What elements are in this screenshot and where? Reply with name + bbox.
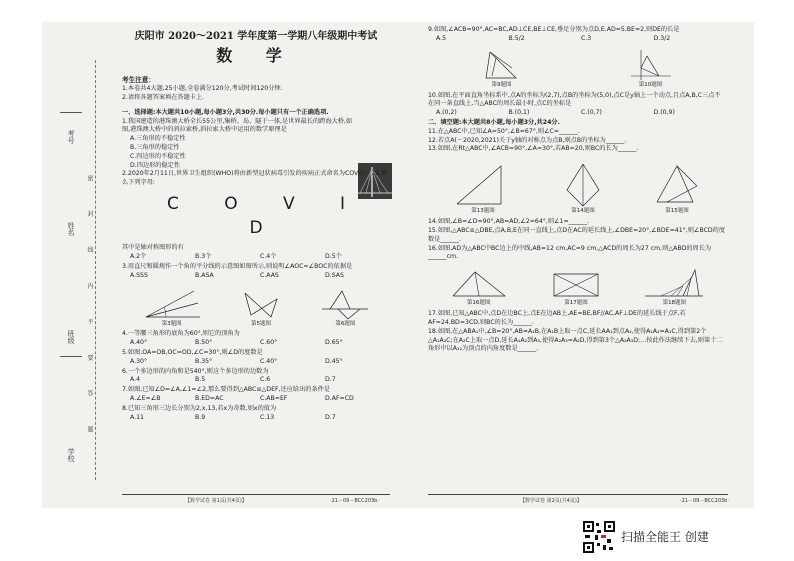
question-5: 5.如图,OA=OB,OC=OD,∠C=30°,则∠D的度数是 <box>122 349 263 357</box>
kite-figure <box>563 162 603 208</box>
coordinate-plane-figure <box>629 48 673 82</box>
right-page <box>428 26 726 354</box>
name-label: 姓名 <box>67 222 75 236</box>
q10-option-a: A.(0,2) <box>436 109 457 117</box>
parallel-lines-figure <box>550 268 602 300</box>
q4-option-c: C.60° <box>260 339 278 347</box>
question-2: 2.2020年2月11日,世界卫生组织(WHO)将由新型冠状病毒引发的疾病正式命名为COVID－19,那么下列字母: <box>122 170 388 187</box>
question-16-unit: cm. <box>446 253 458 261</box>
figure-9-caption: 第9题图 <box>491 81 512 88</box>
question-11-text: 11.在△ABC中,已知∠A=50°,∠B=67°,则∠C= <box>428 127 560 135</box>
q10-option-d: D.(0,9) <box>653 109 675 117</box>
q6-option-c: C.6 <box>260 376 271 384</box>
figure-5 <box>241 287 281 329</box>
q4-option-b: B.50° <box>195 339 213 347</box>
right-page-footer: 【数学试卷 第2页(共4页)】 <box>520 498 582 504</box>
question-14-text: 14.如图,∠B=∠D=90°,AB=AD,∠2=64°,则∠1= <box>428 218 569 226</box>
qr-code-graphic <box>583 521 615 553</box>
q7-option-c: C.AB=EF <box>260 395 288 403</box>
class-blank <box>60 356 82 357</box>
figures-row-13-15 <box>428 156 726 216</box>
right-triangle-figure <box>453 162 513 208</box>
q2-option-c: C.4个 <box>260 253 277 261</box>
binding-margin <box>42 22 120 508</box>
notice-item-2: 2.请将各题答案填在答题卡上. <box>122 94 205 102</box>
exam-title: 庆阳市 2020～2021 学年度第一学期八年级期中考试 <box>134 31 378 42</box>
q5-option-c: C.40° <box>260 357 278 365</box>
q3-options <box>122 272 390 281</box>
q3-option-a: A.SSS <box>130 271 148 279</box>
question-1: 1.我国建造的港珠澳大桥全长55公里,集桥、岛、隧于一体,是世界最长的跨海大桥,如图,港珠澳大桥中的斜拉索桥,斜拉索大桥中运用的数学原理是 <box>122 117 353 134</box>
question-13-text: 13.如图,在Rt△ABC中,∠ACB=90°,∠A=30°,若AB=20,则BC的长为 <box>428 145 618 153</box>
left-footer-rule <box>122 494 390 495</box>
left-page <box>122 26 390 423</box>
crossed-triangles-figure <box>241 287 281 321</box>
figures-row-9-10 <box>428 46 726 90</box>
q8-option-c: C.13 <box>260 413 275 421</box>
q2-option-d: D.5个 <box>325 253 342 261</box>
q9-option-c: C.3 <box>581 34 592 42</box>
question-8: 8.已知三角形三边长分别为2,x,13,若x为奇数,则x的值为 <box>122 404 277 412</box>
question-12: 12.若点A(－2020,2021)关于y轴的对称点为点B,则点B的坐标为______. <box>428 136 627 144</box>
figure-15 <box>653 162 701 216</box>
class-label: 班级 <box>67 330 75 344</box>
q5-options <box>122 358 390 367</box>
question-15: 15.如图,△ABC≌△DBE,点A,B,E在同一直线上,点D在AC的延长线上,∠DBE=20°,∠BDE=41°,则∠BCD的度数是______. <box>428 226 726 243</box>
q5-option-b: B.35° <box>195 357 213 365</box>
q9-option-a: A.5 <box>436 34 447 42</box>
question-17-text: 17.如图,已知△ABC中,点D在边BC上,点E在边AB上,AE=BE,BF//AC,AF⊥DE的延长线于点F,若AF=24,BD=3CD,则BC的长为 <box>428 310 686 326</box>
figure-14-caption: 第14题图 <box>571 208 595 215</box>
q10-options <box>428 109 726 118</box>
question-14: 14.如图,∠B=∠D=90°,AB=AD,∠2=64°,则∠1=______. <box>428 218 590 226</box>
figure-7 <box>320 287 370 329</box>
section-2-heading: 二、填空题:本大题共8小题,每小题3分,共24分. <box>428 118 560 126</box>
figure-3 <box>142 287 202 329</box>
figure-16 <box>449 268 509 308</box>
right-footer-code: ·21－09－BCC203b· <box>680 498 729 504</box>
congruent-triangles-figure <box>320 287 370 321</box>
question-12-text: 12.若点A(－2020,2021)关于y轴的对称点为点B,则点B的坐标为 <box>428 136 606 144</box>
q8-options <box>122 414 390 423</box>
figure-7-caption: 第6题图 <box>335 320 356 327</box>
q1-option-a: A.三角形的不稳定性 <box>130 135 186 143</box>
q6-option-d: D.7 <box>325 376 336 384</box>
figures-row-left <box>122 282 390 328</box>
angle-bisector-figure <box>142 287 202 321</box>
notice-item-1: 1.本卷共4大题,25小题,全卷满分120分,考试时间120分钟. <box>122 85 283 93</box>
q1-option-d: D.四边形的稳定性 <box>130 161 181 169</box>
figure-15-caption: 第15题图 <box>665 208 689 215</box>
section-1-heading: 一、选择题:本大题共10小题,每小题3分,共30分.每小题只有一个正确选项. <box>122 108 329 116</box>
q3-option-b: B.ASA <box>195 271 214 279</box>
q2-options <box>122 253 390 262</box>
q9-option-d: D.3/2 <box>653 34 671 42</box>
figure-18 <box>643 268 705 308</box>
question-18: 18.如图,在△ABA₁中,∠B=20°,AB=A₁B,在A₁B上取一点C,延长AA₁到点A₂,使得A₁A₂=A₁C,得到第2个△A₁A₂C;在A₂C上取一点D,延长A₁A₂到A₃,使得A₂A₃=A₂D,得到第3个△A₂A₃D;…按此作法继续下去,则第十二角形中以A₁₂为顶点的内角度数是______. <box>428 327 723 353</box>
notice-title: 考生注意： <box>122 75 155 84</box>
q7-option-d: D.AF=CD <box>325 395 354 403</box>
figure-18-caption: 第18题图 <box>662 300 687 307</box>
question-16: 16.如图,AD为△ABC中BC边上的中线,AB=12 cm,AC=9 cm,△ACD的周长为27 cm,则△ABD的周长为______cm. <box>428 244 712 261</box>
seal-line-warning: 密 封 线 内 不 要 答 题 <box>86 175 93 447</box>
q1-option-c: C.四边形的不稳定性 <box>130 152 186 160</box>
question-4: 4.一等腰三角形的底角为60°,则它的顶角为 <box>122 330 240 338</box>
figure-10-caption: 第10题图 <box>638 81 663 88</box>
q7-option-a: A.∠E=∠B <box>130 395 161 403</box>
school-label: 学校 <box>67 448 75 462</box>
question-17: 17.如图,已知△ABC中,点D在边BC上,点E在边AB上,AE=BE,BF//AC,AF⊥DE的延长线于点F,若AF=24,BD=3CD,则BC的长为______. <box>428 310 686 326</box>
figure-5-caption: 第5题图 <box>250 320 271 327</box>
q8-option-b: B.9 <box>195 413 206 421</box>
question-18-text: 18.如图,在△ABA₁中,∠B=20°,AB=A₁B,在A₁B上取一点C,延长AA₁到点A₂,使得A₁A₂=A₁C,得到第2个△A₁A₂C;在A₂C上取一点D,延长A₁A₂到A₃,使得A₂A₃=A₂D,得到第3个△A₂A₃D;…按此作法继续下去,则第十二角形中以A₁₂为顶点的内角度数是 <box>428 327 723 353</box>
isosceles-chain-figure <box>643 268 705 300</box>
figure-17 <box>550 268 602 308</box>
exam-subject: 数 学 <box>216 46 296 66</box>
scanner-watermark: 扫描全能王 创建 <box>621 530 709 544</box>
q1-option-b: B.三角形的稳定性 <box>130 144 180 152</box>
q6-option-b: B.5 <box>195 376 206 384</box>
question-3: 3.用直尺和圆规作一个角的平分线的示意图如图所示,则说明∠AOC=∠BOC的依据是 <box>122 262 353 270</box>
q4-option-a: A.40° <box>130 339 148 347</box>
figures-row-16-18 <box>428 264 726 308</box>
q9-options <box>428 35 726 44</box>
q4-options <box>122 339 390 348</box>
question-6: 6.一个多边形的内角和是540°,则这个多边形的边数为 <box>122 367 269 375</box>
question-9: 9.如图,∠ACB=90°,AC=BC,AD⊥CE,BE⊥CE,垂足分别为点D,E.AD=5,BE=2,则DE的长是 <box>428 26 680 33</box>
question-16-text: 16.如图,AD为△ABC中BC边上的中线,AB=12 cm,AC=9 cm,△ACD的周长为27 cm,则△ABD的周长为 <box>428 244 712 252</box>
question-13: 13.如图,在Rt△ABC中,∠ACB=90°,∠A=30°,若AB=20,则BC的长为______. <box>428 145 639 153</box>
median-triangle-figure <box>449 268 509 300</box>
q3-option-c: C.AAS <box>260 271 279 279</box>
q7-option-b: B.ED=AC <box>195 395 224 403</box>
figure-9 <box>482 48 522 90</box>
q10-option-b: B.(0,1) <box>508 109 530 117</box>
question-15-text: 15.如图,△ABC≌△DBE,点A,B,E在同一直线上,点D在AC的延长线上,∠DBE=20°,∠BDE=41°,则∠BCD的度数是 <box>428 226 726 243</box>
question-10: 10.如图,在平面直角坐标系中,点A的坐标为(2,7),点B的坐标为(5,0),点C是y轴上一个动点,且点A,B,C三点不在同一条直线上,当△ABC的周长最小时,点C的坐标是 <box>428 91 721 108</box>
question-2-stem: 其中是轴对称图形的有 <box>122 244 184 252</box>
question-7: 7.如图,已知∠D=∠A,∠1=∠2,那么要得到△ABC≌△DEF,还应给出的条件是 <box>122 386 331 394</box>
left-page-footer: 【数学试卷 第1页(共4页)】 <box>185 498 247 504</box>
rotated-triangles-figure <box>653 162 701 208</box>
q10-option-c: C.(0,7) <box>581 109 602 117</box>
figure-10 <box>629 48 673 90</box>
figure-13-caption: 第13题图 <box>471 208 495 215</box>
q5-option-d: D.45° <box>325 357 343 365</box>
q2-option-b: B.3个 <box>195 253 212 261</box>
q9-option-b: B.5/2 <box>508 34 525 42</box>
figure-16-caption: 第16题图 <box>466 300 491 307</box>
q8-option-a: A.11 <box>130 413 144 421</box>
q3-option-d: D.SAS <box>325 271 344 279</box>
q6-options <box>122 376 390 385</box>
exam-no-blank <box>60 112 82 113</box>
q8-option-d: D.7 <box>325 413 336 421</box>
q7-options <box>122 395 390 404</box>
figure-13 <box>453 162 513 216</box>
q5-option-a: A.30° <box>130 357 148 365</box>
q2-option-a: A.2个 <box>130 253 147 261</box>
question-11: 11.在△ABC中,已知∠A=50°,∠B=67°,则∠C=______. <box>428 127 580 135</box>
perpendicular-figure <box>482 48 522 82</box>
q4-option-d: D.65° <box>325 339 343 347</box>
exam-no-label: 考号 <box>67 130 75 144</box>
figure-3-caption: 第3题图 <box>161 320 182 327</box>
seal-dashed-line <box>95 60 96 480</box>
covid-letters: C O V I D <box>166 194 366 239</box>
left-footer-code: ·21－09－BCC203b· <box>330 498 379 504</box>
figure-17-caption: 第17题图 <box>564 300 588 307</box>
right-footer-rule <box>428 494 728 495</box>
figure-14 <box>563 162 603 216</box>
qr-code-icon <box>583 521 615 553</box>
q6-option-a: A.4 <box>130 376 141 384</box>
